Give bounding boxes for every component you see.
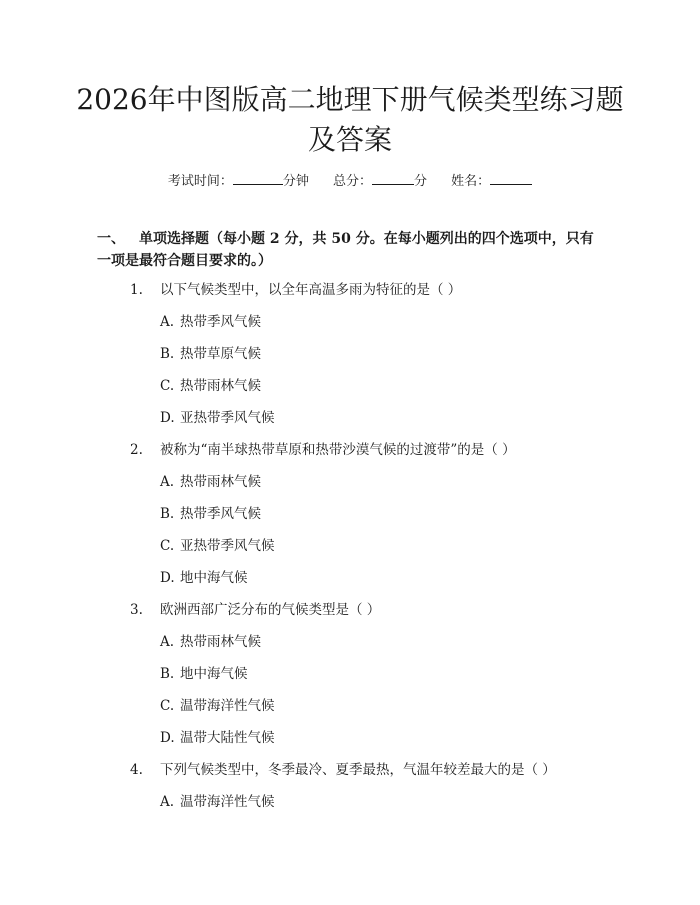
student-name-label: 姓名： <box>451 174 491 189</box>
option-letter: C. <box>160 698 175 714</box>
question-text: 欧洲西部广泛分布的气候类型是（ ） <box>160 602 381 618</box>
question-number: 4. <box>130 762 143 778</box>
option-letter: B. <box>160 506 175 522</box>
option-text: 温带大陆性气候 <box>180 730 275 746</box>
option-text: 亚热带季风气候 <box>180 410 275 426</box>
option-text: 热带雨林气候 <box>180 378 261 394</box>
question-number: 2. <box>130 442 143 458</box>
section-heading <box>97 228 600 272</box>
total-score-unit: 分 <box>414 174 428 189</box>
option-letter: A. <box>160 314 175 330</box>
option-text: 热带草原气候 <box>180 346 261 362</box>
exam-time-label: 考试时间： <box>167 174 233 189</box>
answer-option <box>0 696 700 728</box>
student-name-field <box>451 170 532 192</box>
question-stem <box>0 280 700 312</box>
answer-option <box>0 472 700 504</box>
document-title: 2026年中图版高二地理下册气候类型练习题及答案 <box>76 83 624 156</box>
option-letter: A. <box>160 634 175 650</box>
question-item <box>0 440 700 600</box>
question-stem <box>0 760 700 792</box>
exam-time-unit: 分钟 <box>282 174 309 189</box>
option-letter: C. <box>160 378 175 394</box>
exam-time-field <box>168 170 309 192</box>
exam-time-blank <box>233 170 283 185</box>
answer-option <box>0 664 700 696</box>
option-text: 亚热带季风气候 <box>180 538 275 554</box>
option-letter: A. <box>160 474 175 490</box>
option-letter: A. <box>160 794 175 810</box>
option-text: 热带季风气候 <box>180 506 261 522</box>
answer-option <box>0 568 700 600</box>
total-score-blank <box>372 170 414 185</box>
option-letter: D. <box>160 410 175 426</box>
question-number: 3. <box>130 602 143 618</box>
section-heading-text: 单项选择题（每小题 2 分，共 50 分。在每小题列出的四个选项中，只有一项是最符合题目要求的。） <box>97 231 594 269</box>
total-score-label: 总分： <box>332 174 372 189</box>
question-item <box>0 280 700 440</box>
question-text: 以下气候类型中，以全年高温多雨为特征的是（ ） <box>160 282 462 298</box>
answer-option <box>0 632 700 664</box>
question-text: 被称为“南半球热带草原和热带沙漠气候的过渡带”的是（ ） <box>160 442 516 458</box>
question-stem <box>0 440 700 472</box>
question-list <box>0 280 700 824</box>
option-letter: D. <box>160 730 175 746</box>
total-score-field <box>333 170 427 192</box>
question-item <box>0 760 700 824</box>
question-item <box>0 600 700 760</box>
answer-option <box>0 728 700 760</box>
answer-option <box>0 504 700 536</box>
answer-option <box>0 344 700 376</box>
option-letter: D. <box>160 570 175 586</box>
option-text: 地中海气候 <box>180 666 248 682</box>
option-text: 温带海洋性气候 <box>180 698 275 714</box>
option-text: 地中海气候 <box>180 570 248 586</box>
option-text: 温带海洋性气候 <box>180 794 275 810</box>
option-letter: B. <box>160 666 175 682</box>
option-letter: C. <box>160 538 175 554</box>
question-text: 下列气候类型中，冬季最冷、夏季最热，气温年较差最大的是（ ） <box>160 762 556 778</box>
answer-option <box>0 408 700 440</box>
answer-option <box>0 312 700 344</box>
exam-meta-line <box>0 170 700 192</box>
answer-option <box>0 792 700 824</box>
student-name-blank <box>490 170 532 185</box>
option-text: 热带雨林气候 <box>180 634 261 650</box>
answer-option <box>0 536 700 568</box>
option-text: 热带季风气候 <box>180 314 261 330</box>
question-number: 1. <box>130 282 143 298</box>
option-letter: B. <box>160 346 175 362</box>
question-stem <box>0 600 700 632</box>
answer-option <box>0 376 700 408</box>
option-text: 热带雨林气候 <box>180 474 261 490</box>
section-number: 一、 <box>97 231 125 247</box>
